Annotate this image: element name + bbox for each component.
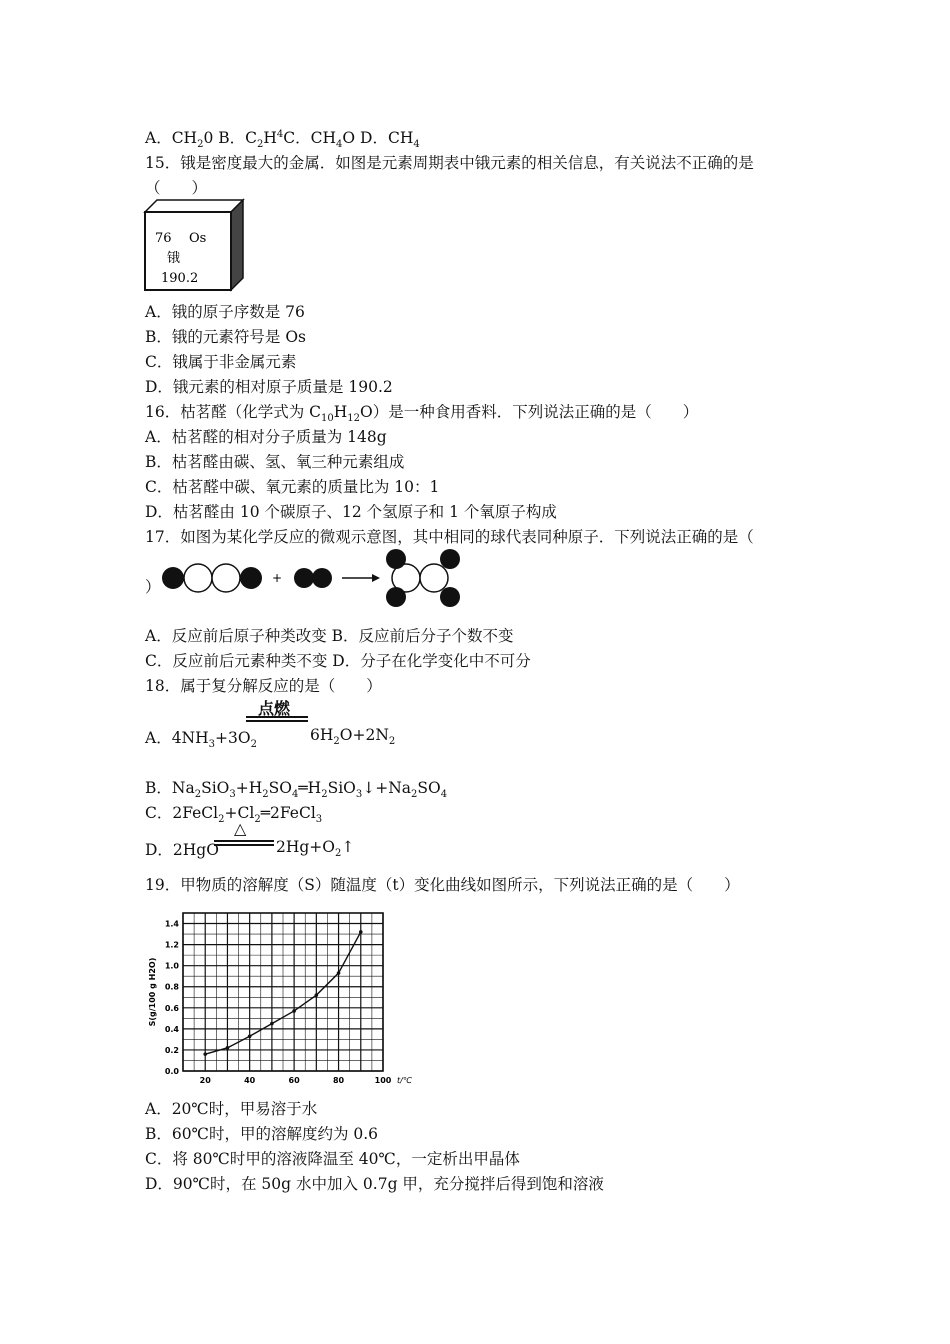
q15-option-d: D．锇元素的相对原子质量是 190.2	[145, 378, 393, 396]
x-axis-label: t/℃	[397, 1076, 412, 1085]
element-number: 76	[155, 231, 172, 246]
plus-sign: +	[272, 571, 283, 585]
data-point	[226, 1046, 230, 1050]
q15-stem: 15．锇是密度最大的金属．如图是元素周期表中锇元素的相关信息，有关说法不正确的是	[145, 154, 754, 172]
q15-option-c: C．锇属于非金属元素	[145, 353, 297, 371]
y-tick-label: 0.0	[164, 1067, 179, 1076]
q19-stem: 19．甲物质的溶解度（S）随温度（t）变化曲线如图所示，下列说法正确的是（ ）	[145, 876, 740, 894]
q18-option-a: A．$4NH_3+3O_2$	[145, 729, 257, 751]
data-point	[270, 1022, 274, 1026]
condition-heat: △	[234, 819, 247, 838]
y-tick-label: 0.6	[164, 1003, 179, 1013]
data-point	[337, 971, 341, 975]
data-point	[315, 993, 319, 997]
data-point	[203, 1052, 207, 1056]
q17-options-row2: C．反应前后元素种类不变 D．分子在化学变化中不可分	[145, 652, 531, 670]
y-tick-label: 1.2	[164, 940, 179, 950]
y-tick-label: 0.4	[164, 1024, 179, 1034]
q16-option-d: D．枯茗醛由 10 个碳原子、12 个氢原子和 1 个氧原子构成	[145, 503, 557, 521]
condition-ignite: 点燃	[258, 699, 291, 718]
data-point	[359, 930, 363, 934]
y-tick-label: 1.4	[164, 919, 179, 929]
reaction-diagram	[160, 548, 470, 608]
y-tick-label: 0.2	[164, 1045, 179, 1055]
q19-option-d: D．90℃时，在 50g 水中加入 0.7g 甲，充分搅拌后得到饱和溶液	[145, 1175, 604, 1193]
q19-option-c: C．将 80℃时甲的溶液降温至 40℃，一定析出甲晶体	[145, 1150, 520, 1168]
element-name: 锇	[167, 251, 181, 266]
data-point	[248, 1034, 252, 1038]
q16-option-b: B．枯茗醛由碳、氢、氧三种元素组成	[145, 453, 405, 471]
x-tick-label: 20	[199, 1076, 211, 1085]
q16-option-a: A．枯茗醛的相对分子质量为 148g	[145, 428, 387, 446]
q16-stem: 16．枯茗醛（化学式为 $C_{10}H_{12}O$）是一种食用香料．下列说法正确的是（ ）	[145, 403, 699, 425]
solubility-chart	[143, 905, 412, 1087]
data-point	[292, 1009, 296, 1013]
q15-option-a: A．锇的原子序数是 76	[145, 303, 305, 321]
element-mass: 190.2	[161, 271, 199, 286]
equals-bar-d	[214, 840, 274, 846]
q18-option-b: B．$Na_2SiO_3+H_2SO_4═H_2SiO_3↓+Na_2SO_4$	[145, 779, 448, 801]
q19-option-b: B．60℃时，甲的溶解度约为 0.6	[145, 1125, 379, 1143]
y-tick-label: 0.8	[164, 982, 179, 992]
q15-paren: （ ）	[145, 179, 208, 197]
q17-options-row1: A．反应前后原子种类改变 B．反应前后分子个数不变	[145, 627, 514, 645]
q15-option-b: B．锇的元素符号是 Os	[145, 328, 306, 346]
q18-option-c: C．$2FeCl_2+Cl_2═2FeCl_3$	[145, 804, 323, 826]
equals-bar-a	[246, 716, 308, 722]
x-tick-label: 100	[374, 1076, 392, 1085]
q17-close-paren: ）	[145, 578, 161, 596]
x-tick-label: 80	[332, 1076, 345, 1085]
x-tick-label: 60	[288, 1076, 300, 1085]
q17-stem: 17．如图为某化学反应的微观示意图，其中相同的球代表同种原子．下列说法正确的是（	[145, 528, 754, 546]
q18-option-d-products: $2Hg+O_2↑$	[276, 838, 355, 860]
q18-option-a-products: $6H_2O+2N_2$	[310, 726, 396, 748]
y-tick-label: 1.0	[164, 961, 179, 971]
q16-option-c: C．枯茗醛中碳、氧元素的质量比为 10：1	[145, 478, 440, 496]
x-tick-label: 40	[244, 1076, 256, 1085]
q18-stem: 18．属于复分解反应的是（ ）	[145, 677, 382, 695]
q18-option-d: D．2HgO	[145, 841, 219, 859]
q14-options: A．$CH_20$ B．$C_2H^4C$．$CH_4O$ D．$CH_4$	[145, 128, 420, 151]
y-axis-label: S(g/100 g H2O)	[148, 957, 157, 1027]
q19-option-a: A．20℃时，甲易溶于水	[145, 1100, 318, 1118]
element-card	[145, 200, 245, 292]
element-symbol: Os	[189, 231, 207, 246]
